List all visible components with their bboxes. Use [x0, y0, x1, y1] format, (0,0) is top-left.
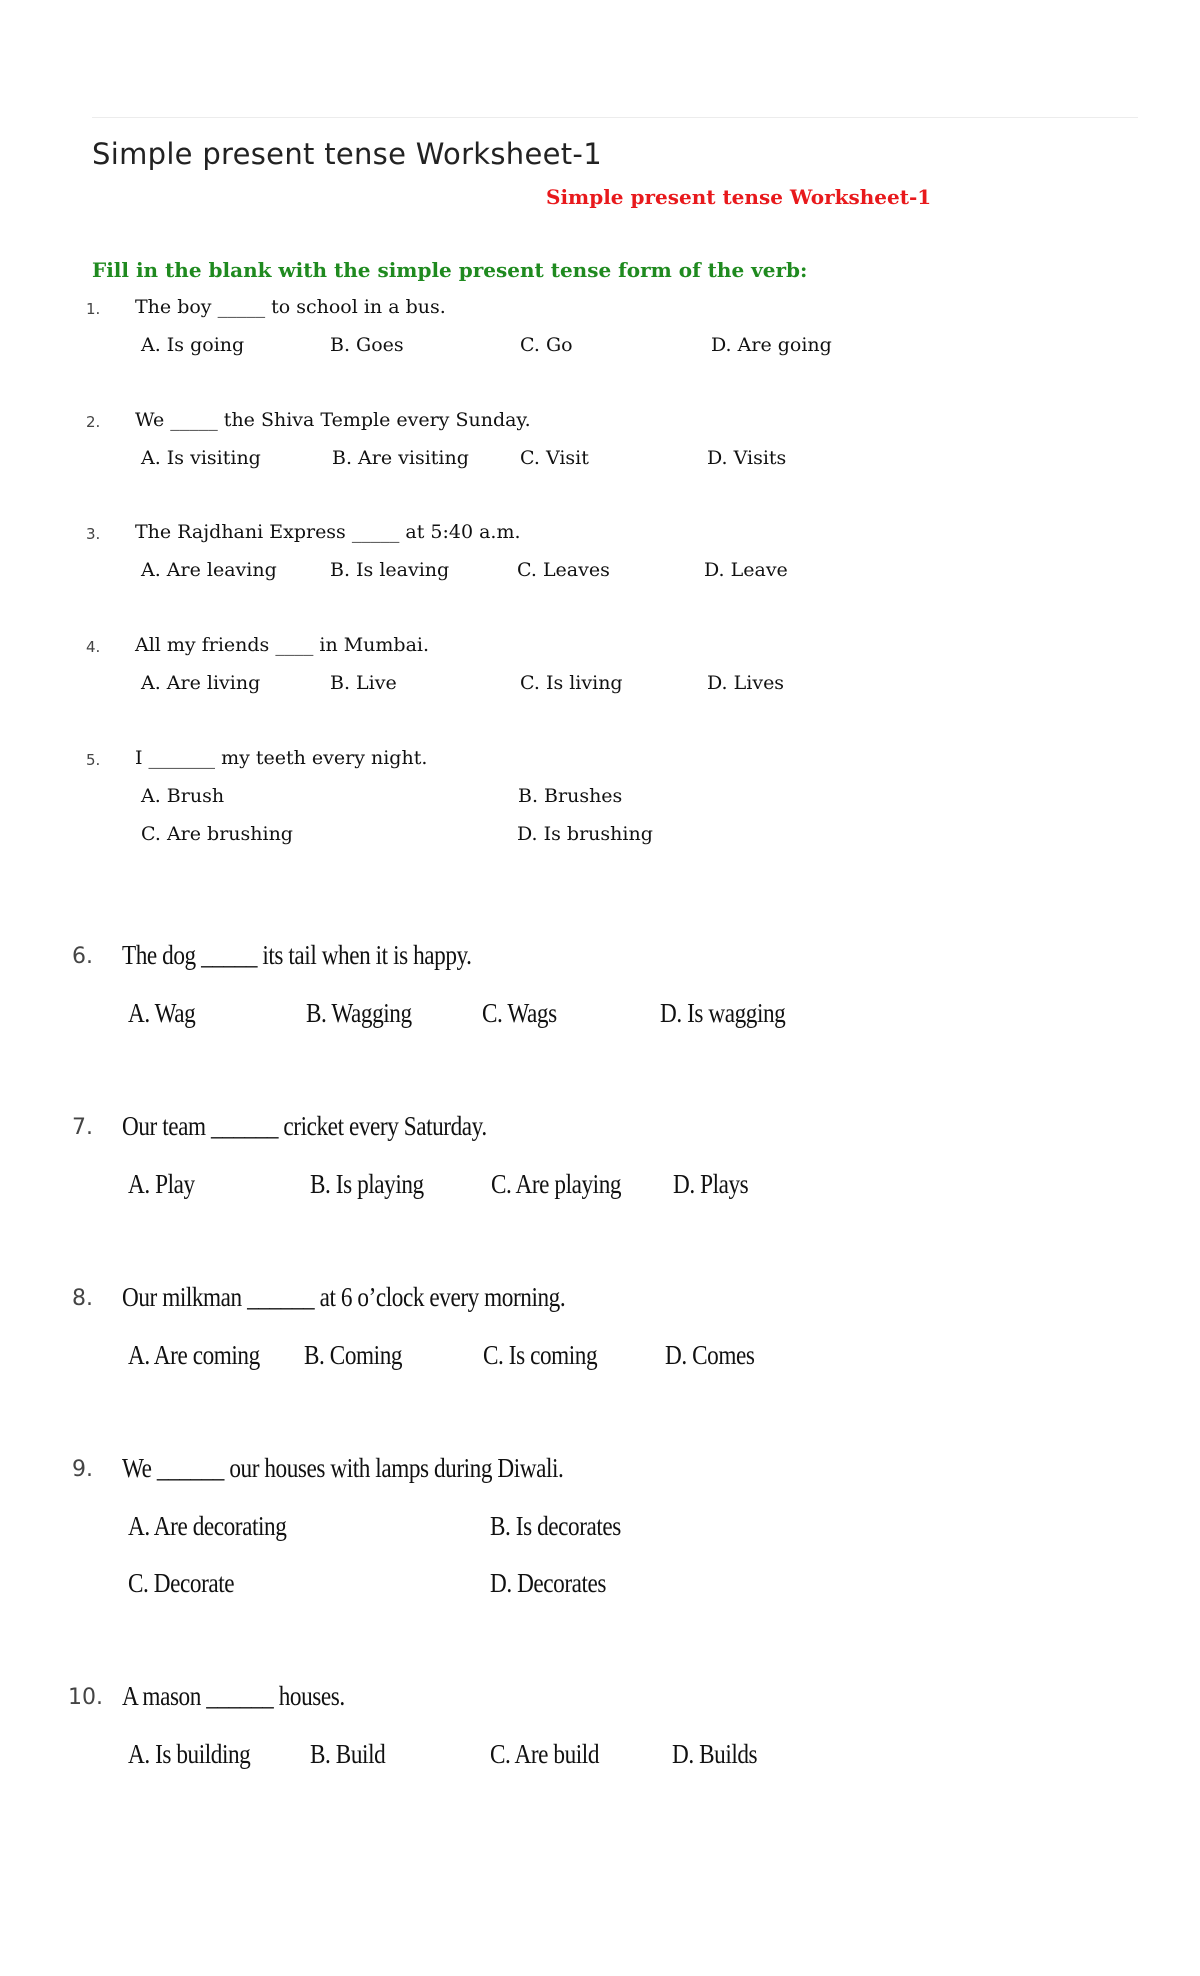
option-b: B. Live: [330, 672, 397, 694]
question-number: 2.: [86, 413, 101, 431]
option-b: B. Coming: [304, 1340, 403, 1370]
option-d: D. Is brushing: [517, 823, 653, 845]
option-d: D. Builds: [672, 1739, 758, 1769]
option-b: B. Are visiting: [332, 447, 469, 469]
option-a: A. Wag: [128, 998, 196, 1028]
option-a: A. Are decorating: [128, 1511, 287, 1541]
option-c: C. Go: [520, 334, 573, 356]
option-a: A. Are leaving: [141, 559, 277, 581]
option-b: B. Is leaving: [330, 559, 450, 581]
question-stem: I _______ my teeth every night.: [135, 747, 428, 769]
question-stem: Our milkman ______ at 6 o’clock every morning.: [122, 1282, 566, 1312]
option-b: B. Build: [310, 1739, 386, 1769]
top-divider: [92, 117, 1138, 118]
option-d: D. Comes: [665, 1340, 755, 1370]
option-c: C. Is living: [520, 672, 623, 694]
question-stem: All my friends ____ in Mumbai.: [135, 634, 430, 656]
question-stem: The boy _____ to school in a bus.: [135, 296, 446, 318]
option-b: B. Is playing: [310, 1169, 424, 1199]
option-a: A. Is visiting: [141, 447, 261, 469]
option-a: A. Is going: [141, 334, 245, 356]
instructions: Fill in the blank with the simple present tense form of the verb:: [92, 258, 808, 282]
question-number: 4.: [86, 638, 101, 656]
option-d: D. Lives: [707, 672, 785, 694]
question-stem: The Rajdhani Express _____ at 5:40 a.m.: [135, 521, 521, 543]
option-d: D. Visits: [707, 447, 787, 469]
option-c: C. Are playing: [491, 1169, 622, 1199]
page-title: Simple present tense Worksheet-1: [92, 137, 602, 171]
option-a: A. Is building: [128, 1739, 251, 1769]
question-number: 7.: [72, 1115, 93, 1140]
worksheet-subtitle: Simple present tense Worksheet-1: [546, 185, 932, 209]
option-c: C. Is coming: [483, 1340, 598, 1370]
question-stem: The dog _____ its tail when it is happy.: [122, 940, 472, 970]
option-c: C. Visit: [520, 447, 589, 469]
option-a: A. Brush: [141, 785, 225, 807]
question-number: 6.: [72, 944, 93, 969]
question-number: 8.: [72, 1286, 93, 1311]
option-c: C. Are brushing: [141, 823, 293, 845]
question-number: 5.: [86, 751, 101, 769]
question-stem: We ______ our houses with lamps during Diwali.: [122, 1453, 564, 1483]
question-stem: A mason ______ houses.: [122, 1681, 345, 1711]
question-number: 10.: [68, 1685, 103, 1710]
question-number: 1.: [86, 300, 101, 318]
question-number: 9.: [72, 1457, 93, 1482]
option-b: B. Is decorates: [490, 1511, 621, 1541]
option-b: B. Brushes: [518, 785, 623, 807]
option-b: B. Wagging: [306, 998, 412, 1028]
option-d: D. Is wagging: [660, 998, 786, 1028]
option-d: D. Leave: [704, 559, 788, 581]
question-number: 3.: [86, 525, 101, 543]
question-stem: We _____ the Shiva Temple every Sunday.: [135, 409, 531, 431]
option-c: C. Decorate: [128, 1568, 235, 1598]
option-d: D. Plays: [673, 1169, 749, 1199]
option-a: A. Are coming: [128, 1340, 260, 1370]
option-d: D. Are going: [711, 334, 832, 356]
option-d: D. Decorates: [490, 1568, 607, 1598]
option-a: A. Are living: [141, 672, 261, 694]
option-c: C. Wags: [482, 998, 557, 1028]
question-stem: Our team ______ cricket every Saturday.: [122, 1111, 487, 1141]
option-c: C. Are build: [490, 1739, 600, 1769]
option-b: B. Goes: [330, 334, 404, 356]
option-c: C. Leaves: [517, 559, 610, 581]
option-a: A. Play: [128, 1169, 195, 1199]
